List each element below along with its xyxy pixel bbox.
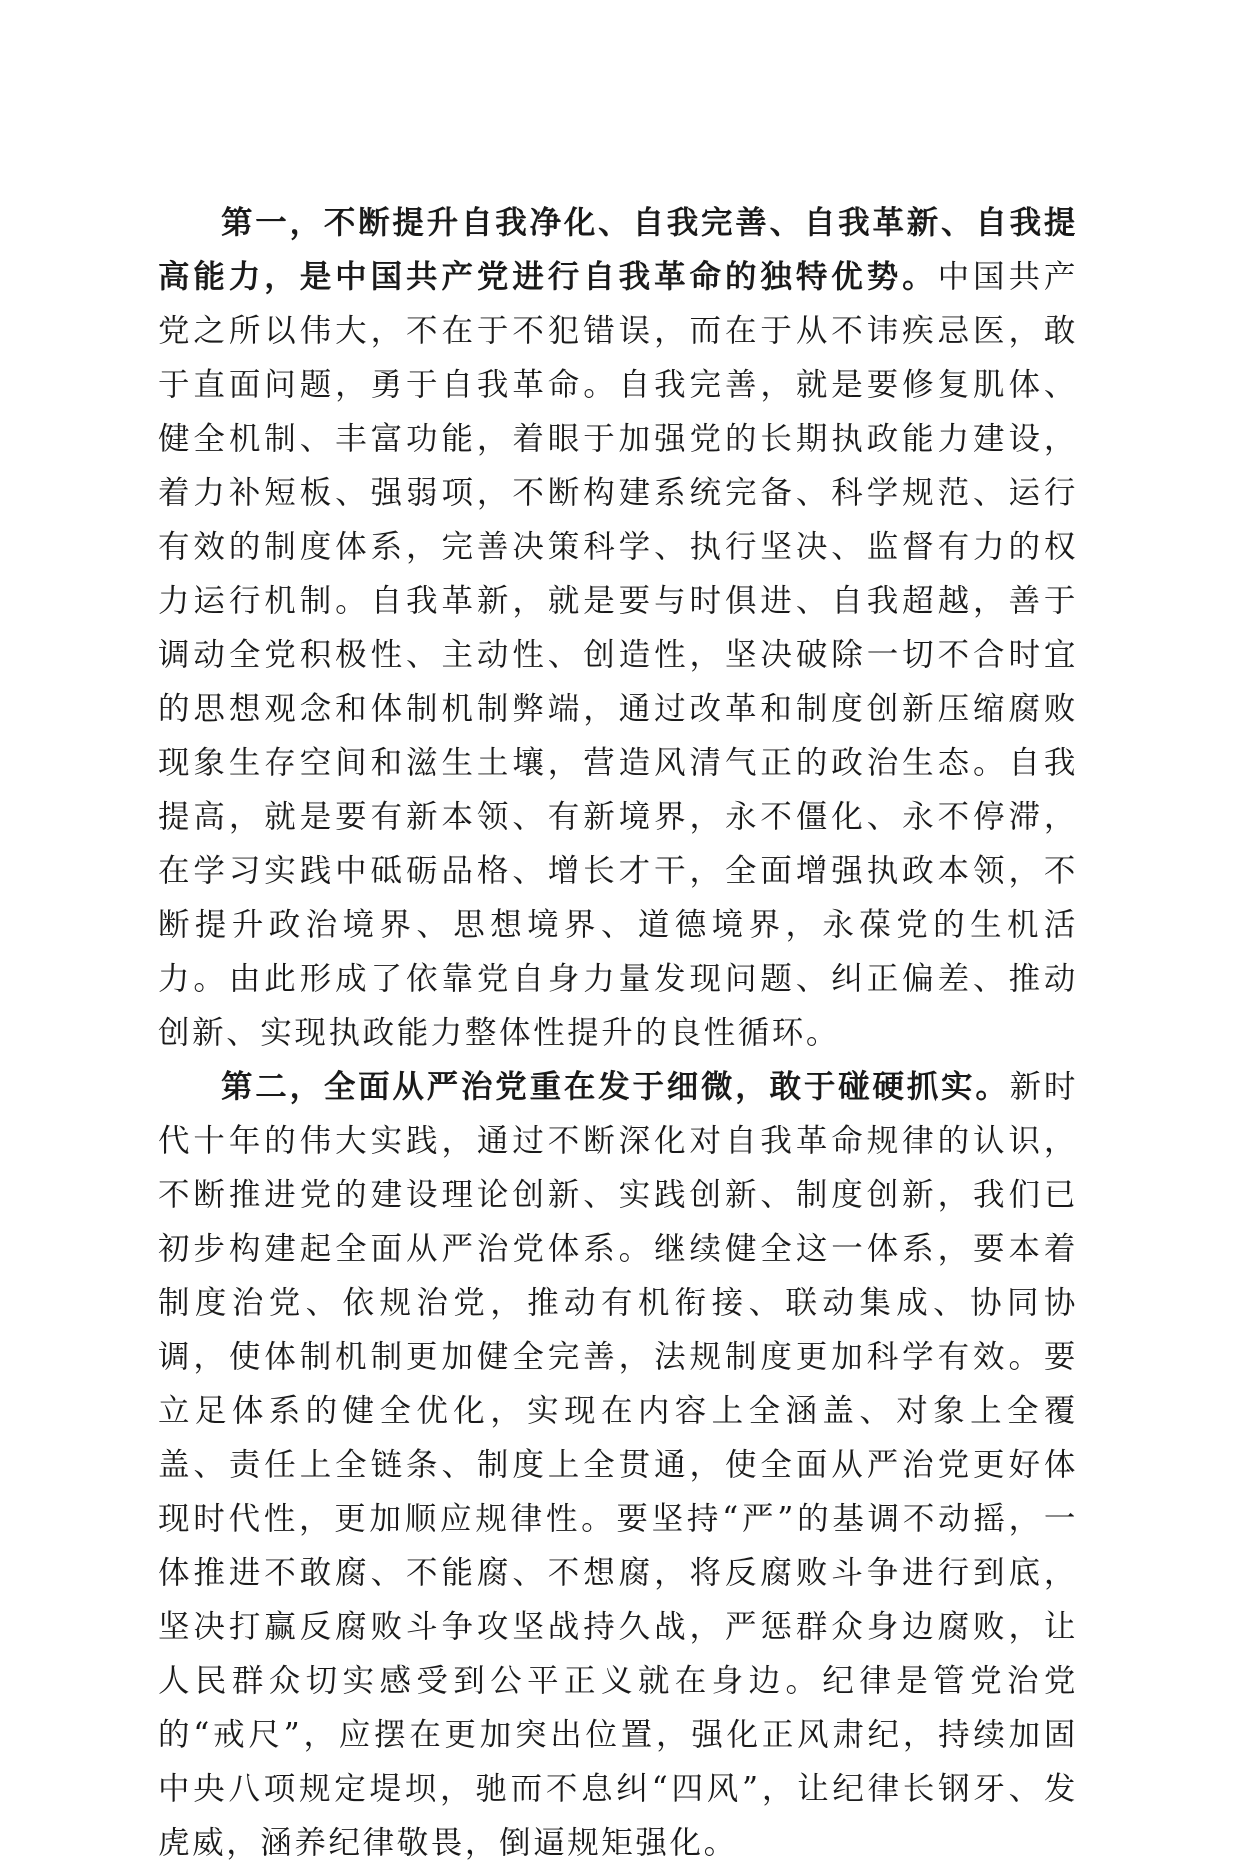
document-body (158, 196, 1078, 1870)
paragraph-1-body: 中国共产党之所以伟大，不在于不犯错误，而在于从不讳疾忌医，敢于直面问题，勇于自我革命。自我完善，就是要修复肌体、健全机制、丰富功能，着眼于加强党的长期执政能力建设，着力补短板、强弱项，不断构建系统完备、科学规范、运行有效的制度体系，完善决策科学、执行坚决、监督有力的权力运行机制。自我革新，就是要与时俱进、自我超越，善于调动全党积极性、主动性、创造性，坚决破除一切不合时宜的思想观念和体制机制弊端，通过改革和制度创新压缩腐败现象生存空间和滋生土壤，营造风清气正的政治生态。自我提高，就是要有新本领、有新境界，永不僵化、永不停滞，在学习实践中砥砺品格、增长才干，全面增强执政本领，不断提升政治境界、思想境界、道德境界，永葆党的生机活力。由此形成了依靠党自身力量发现问题、纠正偏差、推动创新、实现执政能力整体性提升的良性循环。 (158, 259, 1079, 1051)
paragraph-2-lead: 第二，全面从严治党重在发于细微，敢于碰硬抓实。 (221, 1069, 1010, 1105)
paragraph-1 (158, 196, 1078, 1060)
paragraph-2 (158, 1060, 1078, 1870)
paragraph-2-body: 新时代十年的伟大实践，通过不断深化对自我革命规律的认识，不断推进党的建设理论创新、实践创新、制度创新，我们已初步构建起全面从严治党体系。继续健全这一体系，要本着制度治党、依规治党，推动有机衔接、联动集成、协同协调，使体制机制更加健全完善，法规制度更加科学有效。要立足体系的健全优化，实现在内容上全涵盖、对象上全覆盖、责任上全链条、制度上全贯通，使全面从严治党更好体现时代性，更加顺应规律性。要坚持“严”的基调不动摇，一体推进不敢腐、不能腐、不想腐，将反腐败斗争进行到底，坚决打赢反腐败斗争攻坚战持久战，严惩群众身边腐败，让人民群众切实感受到公平正义就在身边。纪律是管党治党的“戒尺”，应摆在更加突出位置，强化正风肃纪，持续加固中央八项规定堤坝，驰而不息纠“四风”，让纪律长钢牙、发虎威，涵养纪律敬畏，倒逼规矩强化。 (158, 1069, 1078, 1861)
paragraph-1-lead: 第一，不断提升自我净化、自我完善、自我革新、自我提高能力，是中国共产党进行自我革命的独特优势。 (158, 205, 1078, 295)
